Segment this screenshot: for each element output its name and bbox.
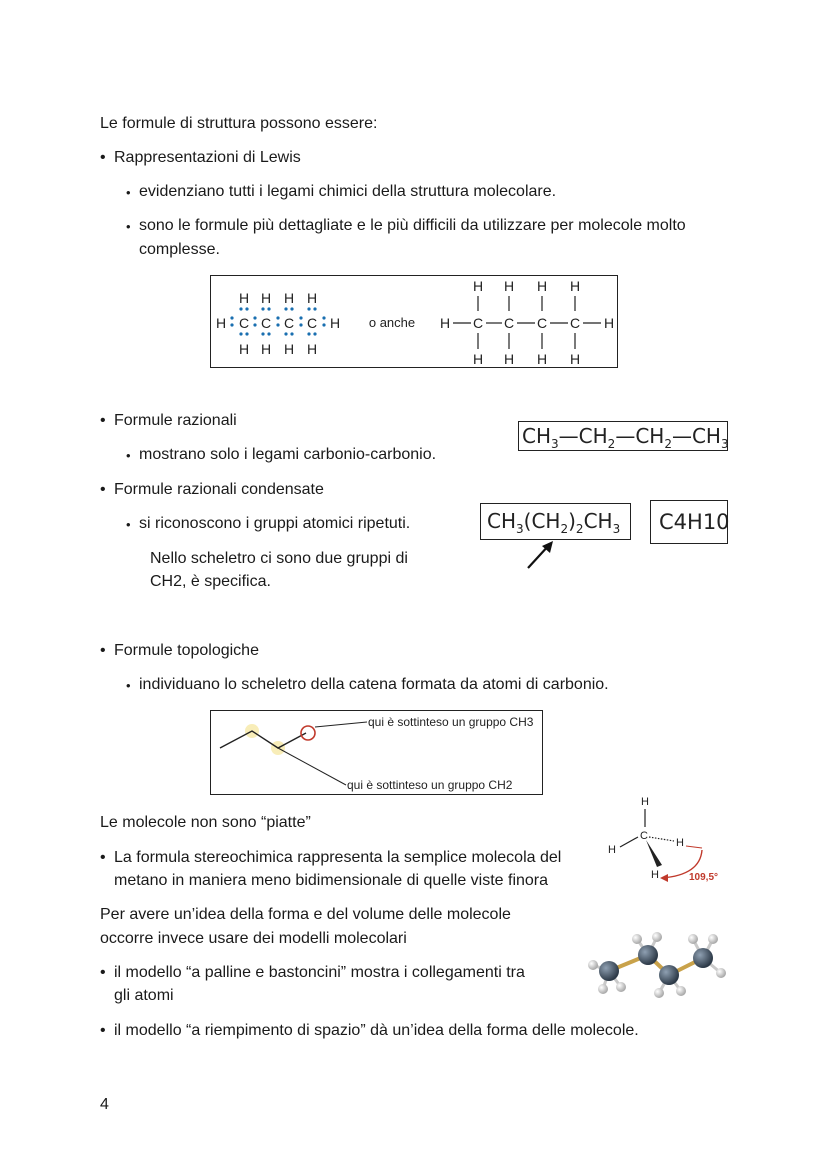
svg-text:C: C [260,315,272,331]
svg-text:C: C [503,315,515,331]
svg-text:H: H [503,351,515,367]
svg-text:C: C [238,315,250,331]
svg-text:H: H [283,290,295,306]
svg-text:H: H [569,278,581,294]
svg-text:C: C [472,315,484,331]
condensed-note-line2: CH2, è specifica. [150,573,271,590]
bullet-dot: • [100,849,106,866]
svg-text:C: C [640,830,648,842]
angle-label: 109,5° [689,872,719,883]
space-filling-text: il modello “a riempimento di spazio” dà un’idea della forma delle molecole. [114,1022,639,1039]
lewis-structure-drawing [211,276,617,367]
svg-text:C: C [283,315,295,331]
arrow-icon [522,538,558,572]
svg-text:H: H [676,837,684,849]
sub-bullet-dot: • [126,219,131,234]
topological-point: individuano lo scheletro della catena formata da atomi di carbonio. [139,676,609,693]
svg-text:H: H [306,341,318,357]
svg-text:H: H [608,844,616,856]
bullet-dot: • [100,481,106,498]
condensed-formula: $CH_3(CH_2)_2CH_3$ [487,509,621,536]
rational-formula-box [518,421,728,451]
rational-point: mostrano solo i legami carbonio-carbonio. [139,446,437,463]
svg-text:H: H [651,869,659,881]
condensed-formula-box [480,503,631,540]
sub-bullet-dot: • [126,185,131,200]
bullet-dot: • [100,412,106,429]
lewis-connector: o anche [368,315,416,330]
svg-text:H: H [536,278,548,294]
svg-text:C: C [306,315,318,331]
lewis-point2-line1: sono le formule più dettagliate e le più difficili da utilizzare per molecole molto [139,217,686,234]
svg-text:H: H [215,315,227,331]
svg-text:H: H [603,315,615,331]
svg-text:H: H [472,278,484,294]
stereo-line1: La formula stereochimica rappresenta la semplice molecola del [114,849,562,866]
topological-figure [210,710,543,795]
molecular-formula-box [650,500,728,544]
skeletal-formula-drawing [211,711,542,794]
ball-stick-line2: gli atomi [114,987,174,1004]
models-line2: occorre invece usare dei modelli molecolari [100,930,407,947]
svg-text:C: C [536,315,548,331]
topological-title: Formule topologiche [114,642,259,659]
svg-text:H: H [238,341,250,357]
svg-text:H: H [536,351,548,367]
models-line1: Per avere un’idea della forma e del volume delle molecole [100,906,511,923]
svg-text:H: H [238,290,250,306]
sub-bullet-dot: • [126,517,131,532]
svg-text:H: H [569,351,581,367]
lewis-point2-line2: complesse. [139,241,220,258]
rational-title: Formule razionali [114,412,237,429]
label-ch3: qui è sottinteso un gruppo CH3 [368,715,534,729]
label-ch2: qui è sottinteso un gruppo CH2 [347,778,513,792]
sub-bullet-dot: • [126,678,131,693]
lewis-structure-figure [210,275,618,368]
sub-bullet-dot: • [126,448,131,463]
svg-text:C: C [569,315,581,331]
methane-stereo-figure [600,790,730,890]
lewis-title: Rappresentazioni di Lewis [114,149,301,166]
svg-text:H: H [260,341,272,357]
molecular-formula: C4H10 [659,510,730,534]
ball-and-stick-model [585,925,730,1005]
svg-text:H: H [503,278,515,294]
condensed-title: Formule razionali condensate [114,481,324,498]
intro-text: Le formule di struttura possono essere: [100,115,378,132]
svg-text:H: H [641,796,649,808]
page-number: 4 [100,1096,109,1113]
lewis-point1: evidenziano tutti i legami chimici della struttura molecolare. [139,183,557,200]
stereo-line2: metano in maniera meno bidimensionale di quelle viste finora [114,872,549,889]
svg-text:H: H [283,341,295,357]
svg-text:H: H [472,351,484,367]
svg-text:H: H [260,290,272,306]
ball-stick-line1: il modello “a palline e bastoncini” mostra i collegamenti tra [114,964,525,981]
svg-text:H: H [306,290,318,306]
bullet-dot: • [100,149,106,166]
svg-text:H: H [329,315,341,331]
bullet-dot: • [100,1022,106,1039]
bullet-dot: • [100,964,106,981]
condensed-note-line1: Nello scheletro ci sono due gruppi di [150,550,408,567]
shape-heading: Le molecole non sono “piatte” [100,814,311,831]
condensed-point: si riconoscono i gruppi atomici ripetuti. [139,515,411,532]
svg-text:H: H [439,315,451,331]
bullet-dot: • [100,642,106,659]
rational-formula: $CH_3—CH_2—CH_2—CH_3$ [522,424,729,451]
